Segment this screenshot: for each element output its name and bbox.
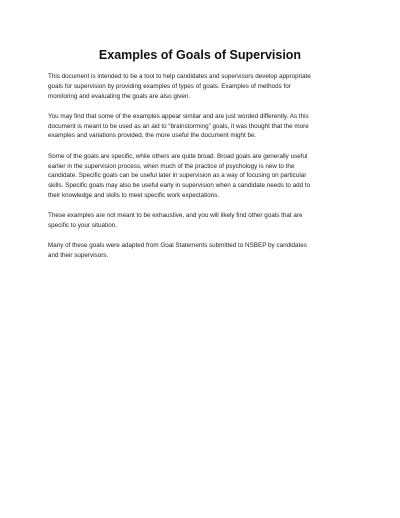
paragraph-intro: This document is intended to be a tool to help candidates and supervisors develop appropriate goals for supervision by providing examples of types of goals. Examples of methods for monitoring and evaluating the goals are also given. xyxy=(48,73,311,100)
paragraph-not-exhaustive: These examples are not meant to be exhaustive, and you will likely find other goals that are specific to your situation. xyxy=(48,212,303,230)
paragraph-source-note: Many of these goals were adapted from Goal Statements submitted to NSBEP by candidates and their supervisors. xyxy=(48,242,307,260)
paragraph-broad-specific-goals: Some of the goals are specific, while others are quite broad. Broad goals are generally useful earlier in the supervision process, when much of the practice of psychology is new to the candidate. Specific goals can be useful later in supervision as a way of focusing on particular skills. Specific goals may also be useful early in supervision when a candidate needs to add to their knowledge and skills to meet specific work expectations. xyxy=(48,152,311,199)
paragraph-brainstorming: You may find that some of the examples appear similar and are just worded differently. As this document is meant to be used as an aid to “brainstorming” goals, it was thought that the more examples and variations provided, the more useful the document might be. xyxy=(48,112,309,140)
document-title: Examples of Goals of Supervision xyxy=(98,48,302,62)
document-body xyxy=(48,72,354,271)
